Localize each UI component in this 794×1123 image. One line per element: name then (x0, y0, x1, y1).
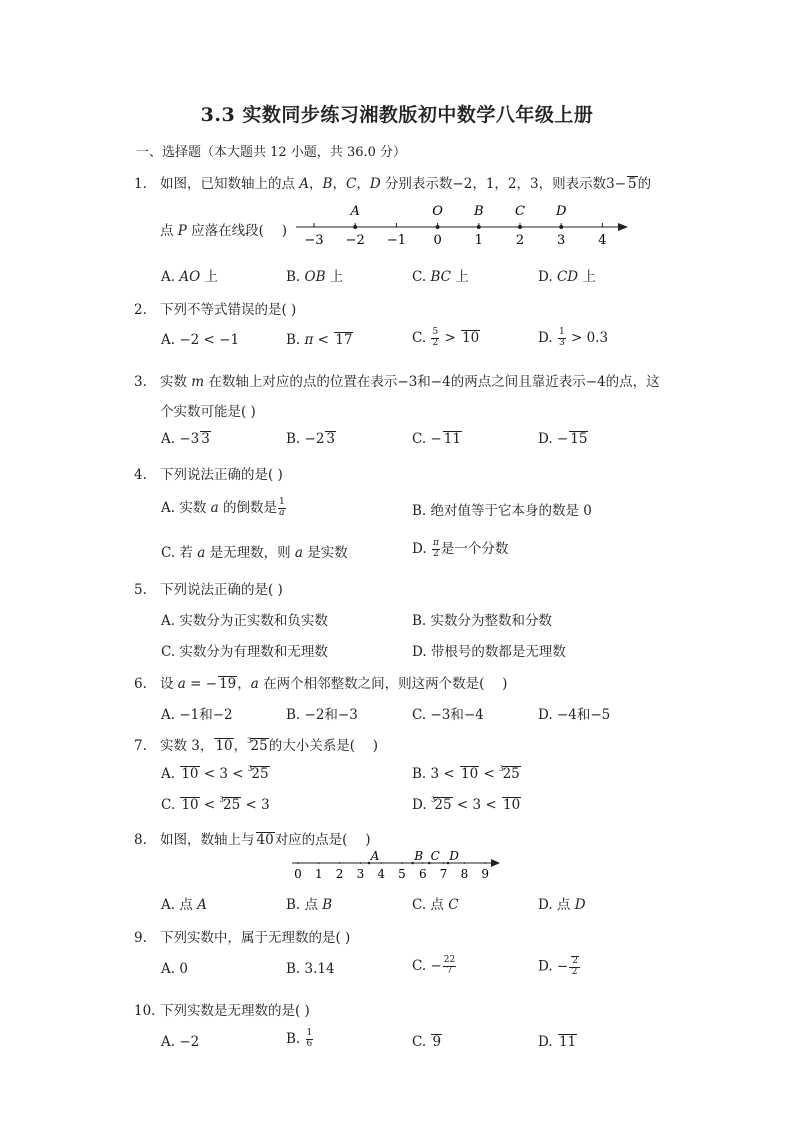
page-title: 3.3 实数同步练习湘教版初中数学八年级上册 (200, 104, 594, 126)
tick-label: 4 (598, 233, 607, 248)
tick-label: 1 (314, 867, 323, 881)
option-d: D. − $\frac{2}{2}$ (538, 956, 578, 977)
tick-label: 2 (515, 233, 525, 248)
question-4 (134, 463, 283, 483)
question-stem: 实数 m 在数轴上对应的点的位置在表示−3和−4的两点之间且靠近表示−4的点，这 (160, 374, 660, 390)
section-heading: 一、选择题（本大题共 12 小题，共 36.0 分） (136, 145, 407, 160)
question-stem-line2: 点 P 应落在线段( ) (160, 223, 288, 239)
tick-mark (297, 862, 299, 864)
point-marker (477, 225, 481, 229)
tick-mark (401, 862, 403, 864)
option-a: A. 10 < 3 < $^3$25 (161, 765, 269, 782)
point-label: A (350, 204, 360, 219)
arrow-icon (618, 223, 628, 231)
question-number: 9. (134, 930, 147, 946)
question-number: 5. (134, 582, 147, 598)
option-c: C. 点 C (412, 897, 459, 913)
point-marker (428, 862, 431, 865)
tick-label: −1 (386, 233, 406, 248)
option-c: C. 若 a 是无理数，则 a 是实数 (161, 545, 348, 561)
option-d: D. 点 D (538, 897, 586, 913)
option-b: B. 3 < 10 < $^3$25 (412, 765, 520, 782)
option-d: D. − 15 (538, 431, 588, 447)
option-c: C. $\frac{5}{2}$ > 10 (412, 327, 480, 348)
tick-label: 1 (474, 233, 483, 248)
tick-mark (339, 862, 341, 864)
question-stem: 下列实数是无理数的是( ) (160, 1003, 310, 1019)
tick-mark (380, 862, 382, 864)
tick-label: −2 (345, 233, 365, 248)
point-marker (368, 862, 371, 865)
option-b: B. −2和−3 (286, 707, 358, 723)
tick-label: 5 (398, 867, 406, 881)
point-label: C (430, 849, 440, 863)
tick-label: −3 (304, 233, 324, 248)
tick-mark (318, 862, 320, 864)
tick-mark (443, 862, 445, 864)
point-marker (559, 225, 563, 229)
option-b: B. 3.14 (286, 961, 335, 977)
tick-label: 4 (377, 867, 386, 881)
question-number: 7. (134, 738, 147, 754)
option-a: A. 0 (161, 961, 188, 977)
question-stem: 下列实数中，属于无理数的是( ) (160, 930, 351, 946)
option-c: C. − $\frac{22}{7}$ (412, 955, 456, 976)
option-c: C. 实数分为有理数和无理数 (161, 644, 328, 660)
question-number: 6. (134, 676, 147, 692)
option-b: B. −2 3 (286, 431, 335, 447)
arrow-icon (491, 859, 500, 867)
point-label: B (414, 849, 424, 863)
question-stem: 设 a = − 19，a 在两个相邻整数之间，则这两个数是( ) (160, 676, 508, 692)
option-b: B. π < 17 (286, 332, 353, 348)
point-label: A (370, 849, 380, 863)
point-label: O (432, 204, 443, 219)
question-number: 3. (134, 374, 147, 390)
number-line-q1 (292, 200, 632, 248)
question-10 (134, 999, 310, 1019)
option-d: D. $^3$25 < 3 < 10 (412, 796, 521, 813)
tick-label: 2 (335, 867, 344, 881)
question-stem: 实数 3， 10，$^3$25的大小关系是( ) (160, 737, 379, 754)
point-label: D (555, 204, 567, 219)
option-d: D. 11 (538, 1034, 577, 1050)
option-c: C. −3和−4 (412, 707, 484, 723)
point-label: C (515, 204, 525, 219)
option-a: A. −2 < −1 (161, 332, 240, 348)
question-9 (134, 926, 350, 946)
question-number: 4. (134, 467, 147, 483)
option-c: C. 9 (412, 1034, 442, 1050)
question-number: 8. (134, 832, 147, 848)
option-a: A. −1和−2 (161, 707, 233, 723)
tick-mark (464, 862, 466, 864)
point-marker (447, 862, 450, 865)
option-d: D. $\frac{1}{3}$ > 0.3 (538, 327, 609, 348)
tick-marks (304, 204, 606, 248)
option-a: A. 实数分为正实数和负实数 (161, 613, 328, 629)
tick-label: 3 (557, 233, 566, 248)
option-b: B. 实数分为整数和分数 (412, 613, 553, 629)
point-label: D (449, 849, 459, 863)
tick-label: 0 (433, 233, 442, 248)
tick-label: 9 (481, 867, 490, 881)
question-stem: 下列不等式错误的是( ) (160, 302, 297, 318)
option-c: C. 10 < $^3$25 < 3 (161, 796, 270, 813)
question-6 (134, 672, 507, 692)
question-number: 10. (134, 1003, 156, 1019)
option-c: C. BC 上 (412, 269, 469, 285)
point-marker (436, 225, 440, 229)
point-marker (411, 862, 414, 865)
option-a: A. −3 3 (161, 431, 210, 447)
option-a: A. −2 (161, 1034, 200, 1050)
point-marker (353, 225, 357, 229)
option-d: D. −4和−5 (538, 707, 611, 723)
tick-label: 7 (439, 867, 448, 881)
tick-label: 0 (294, 867, 302, 881)
option-d: D. CD 上 (538, 269, 596, 285)
option-a: A. AO 上 (161, 269, 218, 285)
question-number: 1. (134, 176, 147, 192)
number-line-q8 (288, 846, 504, 882)
question-stem: 如图，数轴上与 40对应的点是( ) (160, 832, 371, 848)
question-7 (134, 734, 378, 754)
question-number: 2. (134, 302, 147, 318)
option-b: B. $\frac{1}{6}$ (286, 1028, 313, 1049)
question-stem: 下列说法正确的是( ) (160, 582, 283, 598)
question-1 (134, 172, 651, 192)
question-3 (134, 370, 660, 390)
question-5 (134, 578, 283, 598)
option-b: B. 绝对值等于它本身的数是 0 (412, 503, 592, 519)
option-c: C. − 11 (412, 431, 461, 447)
option-d: D. 带根号的数都是无理数 (412, 644, 566, 660)
option-b: B. 点 B (286, 897, 333, 913)
point-label: B (474, 204, 484, 219)
tick-label: 3 (356, 867, 365, 881)
tick-label: 8 (460, 867, 469, 881)
tick-label: 6 (418, 867, 427, 881)
question-stem: 如图，已知数轴上的点 A，B，C，D 分别表示数−2，1，2，3，则表示数3− 5的 (160, 176, 652, 192)
question-stem-line2: 个实数可能是( ) (160, 404, 256, 420)
option-a: A. 实数 a 的倒数是 $\frac{1}{a}$ (161, 497, 285, 518)
tick-mark (360, 862, 362, 864)
option-d: D. $\frac{\pi}{2}$ 是一个分数 (412, 538, 509, 559)
option-a: A. 点 A (161, 897, 207, 913)
question-2 (134, 298, 296, 318)
point-marker (518, 225, 522, 229)
question-stem: 下列说法正确的是( ) (160, 467, 283, 483)
question-8 (134, 828, 371, 848)
tick-mark (484, 862, 486, 864)
tick-marks (294, 849, 489, 881)
option-b: B. OB 上 (286, 269, 344, 285)
